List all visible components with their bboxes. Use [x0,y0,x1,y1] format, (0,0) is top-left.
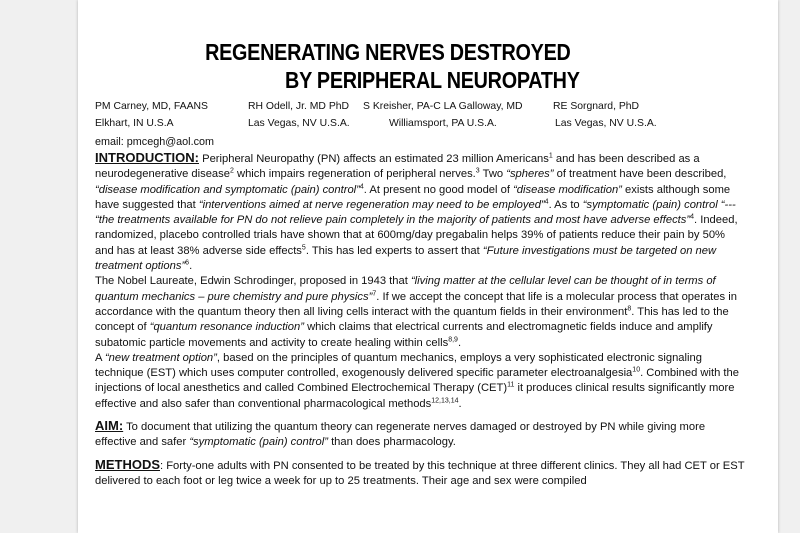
citation: 11 [507,381,515,389]
italic-run: “living matter at the cellular level can be thought of in terms of quantum mechanics – pure chemistry and pure physics” [95,275,716,303]
author-location: Elkhart, IN U.S.A [95,118,174,129]
text-run: of treatment have been described, [553,168,727,181]
document-content [95,38,745,489]
italic-run: “symptomatic (pain) control” [189,436,328,449]
document-page [78,0,778,533]
author-names-row [95,99,745,116]
italic-run: “Future investigations must be targeted on new treatment options” [95,244,717,273]
text-run: . This has led to the concept of [95,305,729,334]
citation: 1 [548,152,553,160]
text-run: , based on the principles of quantum mechanics, employs a very sophisticated electronic signaling technique (EST) which uses computer controlled, exogenously delivered specific parameter electroanalgesia [95,351,702,380]
text-run: exists although some have suggested that [95,183,731,211]
citation: 5 [301,244,306,252]
text-run: and has been described as a neurodegenerative disease [95,153,700,181]
italic-run: “spheres” [506,168,554,181]
aim-paragraph [95,418,745,451]
author-name: RH Odell, Jr. MD PhD [248,101,350,112]
introduction-paragraph-3 [95,351,745,412]
citation: 3 [475,167,480,175]
title-line-2: BY PERIPHERAL NEUROPATHY [285,67,580,93]
author-locations-row [95,116,745,133]
citation: 10 [632,366,641,374]
methods-paragraph [95,457,745,490]
italic-run: “interventions aimed at nerve regeneration may need to be employed” [198,198,545,211]
text-run: . As to [548,198,583,211]
text-run: : Forty-one adults with PN consented to be treated by this technique at three different clinics. They all had CET or EST delivered to each foot or leg twice a week for up to 25 treatments. Their age and sex were compiled [95,459,745,487]
text-run: . If we accept the concept that life is a molecular process that operates in accordance with the quantum theory then all living cells interact with the quantum fields in their environment [95,290,737,318]
text-run: . Combined with the injections of local anesthetics and called Combined Electrochemical Therapy (CET) [95,367,739,395]
text-run: . At present no good model of [363,183,514,196]
text-run: which claims that electrical currents and electromagnetic fields induce and amplify subatomic particle movements and activity to create healing within cells [95,321,713,349]
citation: 7 [372,289,377,297]
text-run: which impairs regeneration of peripheral nerves. [233,168,476,181]
citation: 12,13,14 [431,397,459,405]
text-run: . This has led experts to assert that [305,244,483,257]
text-run: than does pharmacology. [327,436,456,449]
introduction-paragraph-1 [95,150,745,274]
author-location: Williamsport, PA U.S.A. [389,118,497,129]
introduction-paragraph-2 [95,274,745,350]
paper-title [95,38,654,94]
citation: 4 [544,198,549,206]
citation: 4 [690,213,695,221]
author-location: Las Vegas, NV U.S.A. [555,118,657,129]
text-run: Two [479,168,507,181]
italic-run: “disease modification and symptomatic (pain) control” [95,183,360,196]
citation: 2 [229,167,234,175]
text-run: The Nobel Laureate, Edwin Schrodinger, proposed in 1943 that [95,275,411,288]
italic-run: “symptomatic (pain) control “--- “the treatments available for PN do not relieve pain completely in the majority of patients and most have adverse effects” [95,198,736,227]
text-run: To document that utilizing the quantum theory can regenerate nerves damaged or destroyed by PN while giving more effective and safer [95,421,706,449]
citation: 8,9 [448,335,458,343]
citation: 6 [185,259,190,267]
text-run: Peripheral Neuropathy (PN) affects an estimated 23 million Americans [199,153,549,165]
italic-run: “quantum resonance induction” [149,321,304,334]
author-name: S Kreisher, PA-C LA Galloway, MD [363,101,523,112]
text-run: . Indeed, randomized, placebo controlled trials have shown that at 600mg/day pregabalin helps 39% of patients reduce their pain by 50% and has at least 38% adverse side effects [95,214,738,257]
text-run: . [189,260,193,273]
citation: 8 [627,305,632,313]
author-block [95,99,745,150]
author-name: RE Sorgnard, PhD [553,101,640,112]
methods-heading: METHODS [95,456,160,472]
author-name: PM Carney, MD, FAANS [95,101,208,112]
contact-email: email: pmcegh@aol.com [95,136,214,148]
citation: 4 [359,182,364,190]
aim-heading: AIM: [95,418,124,434]
text-run: A [95,351,105,364]
italic-run: “new treatment option” [104,351,217,364]
text-run: . [457,336,462,349]
author-location: Las Vegas, NV U.S.A. [248,118,350,129]
title-line-1: REGENERATING NERVES DESTROYED [205,39,571,65]
text-run: it produces clinical results significantly more effective and also safer than conventional pharmacological methods [95,382,735,410]
introduction-heading: INTRODUCTION: [95,150,199,165]
italic-run: “disease modification” [513,183,622,196]
text-run: . [458,397,462,410]
